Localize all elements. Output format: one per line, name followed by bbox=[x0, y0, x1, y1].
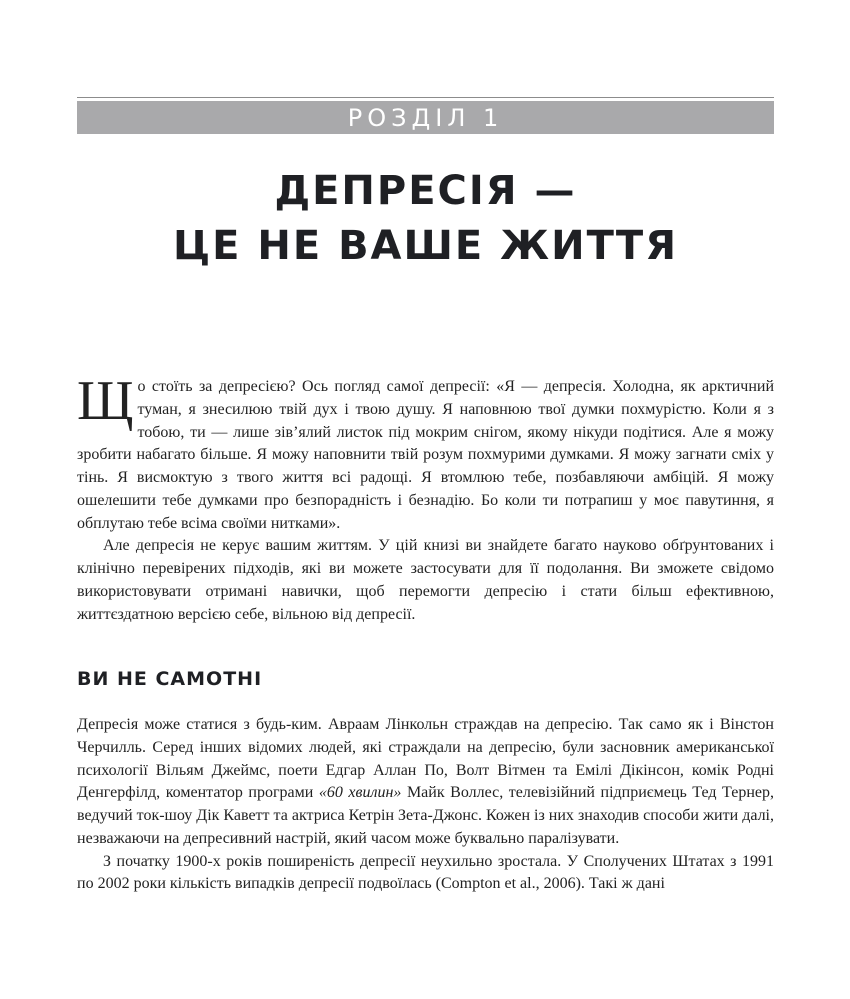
chapter-band bbox=[77, 101, 774, 134]
chapter-label: РОЗДІЛ 1 bbox=[347, 103, 504, 132]
section-paragraph-1 bbox=[77, 714, 774, 851]
intro-paragraph-2: Але депресія не керує вашим життям. У цій книзі ви знайдете багато науково обґрунтованих і клінічно перевірених підходів, які ви можете застосувати для її подолання. Ви зможете свідомо використовувати отримані навички, щоб перемогти депресію і стати більш ефективною, життєздатною версією себе, вільною від депресії. bbox=[77, 537, 774, 623]
intro-paragraph-1 bbox=[77, 370, 774, 535]
program-title: «60 хвилин» bbox=[318, 784, 402, 802]
intro-text bbox=[77, 370, 774, 626]
chapter-title-line-1: ДЕПРЕСІЯ — bbox=[274, 168, 577, 214]
section-heading: ВИ НЕ САМОТНІ bbox=[77, 668, 263, 690]
section-paragraph-1-part-2: Майк Воллес, телевізійний підприємець Тед Тернер, ведучий ток-шоу Дік Каветт та актриса Кетрін Зета-Джонс. Кожен із них знаходив способи жити далі, незважаючи на депресивний настрій, який часом може буквально паралізувати. bbox=[77, 784, 774, 847]
section-text bbox=[77, 714, 774, 896]
drop-cap: Щ bbox=[77, 370, 134, 432]
section-paragraph-2: З початку 1900-х років поширеність депресії неухильно зростала. У Сполучених Штатах з 1991 по 2002 роки кількість випадків депресії подвоїлась (Compton et al., 2006). Такі ж дані bbox=[77, 852, 774, 893]
intro-paragraph-1-text: о стоїть за депресією? Ось погляд самої депресії: «Я — депресія. Холодна, як арктичний туман, я знесилюю твій дух і твою душу. Я наповнюю твої думки похмурістю. Коли я з тобою, ти — лише зів’ялий листок під мокрим снігом, якому нікуди подітися. Але я можу зробити набагато більше. Я можу наповнити твій розум похмурими думками. Я можу загнати сміх у тінь. Я висмоктую з твого життя всі радощі. Я втомлюю тебе, позбавляючи амбіцій. Я можу ошелешити тебе думками про безпорадність і безнадію. Бо коли ти потрапиш у моє павутиння, я обплутаю тебе всіма своїми нитками». bbox=[77, 378, 774, 532]
top-rule bbox=[77, 97, 774, 98]
chapter-title bbox=[77, 164, 774, 274]
section-paragraph-1-part-1: Депресія може статися з будь-ким. Авраам Лінкольн страждав на депресію. Так само як і Вінстон Черчилль. Серед інших відомих людей, які страждали на депресію, були засновник американської психології Вільям Джеймс, поети Едгар Аллан По, Волт Вітмен та Емілі Дікінсон, комік Родні Денгерфілд, коментатор програми bbox=[77, 716, 774, 802]
chapter-title-line-2: ЦЕ НЕ ВАШЕ ЖИТТЯ bbox=[172, 223, 678, 269]
